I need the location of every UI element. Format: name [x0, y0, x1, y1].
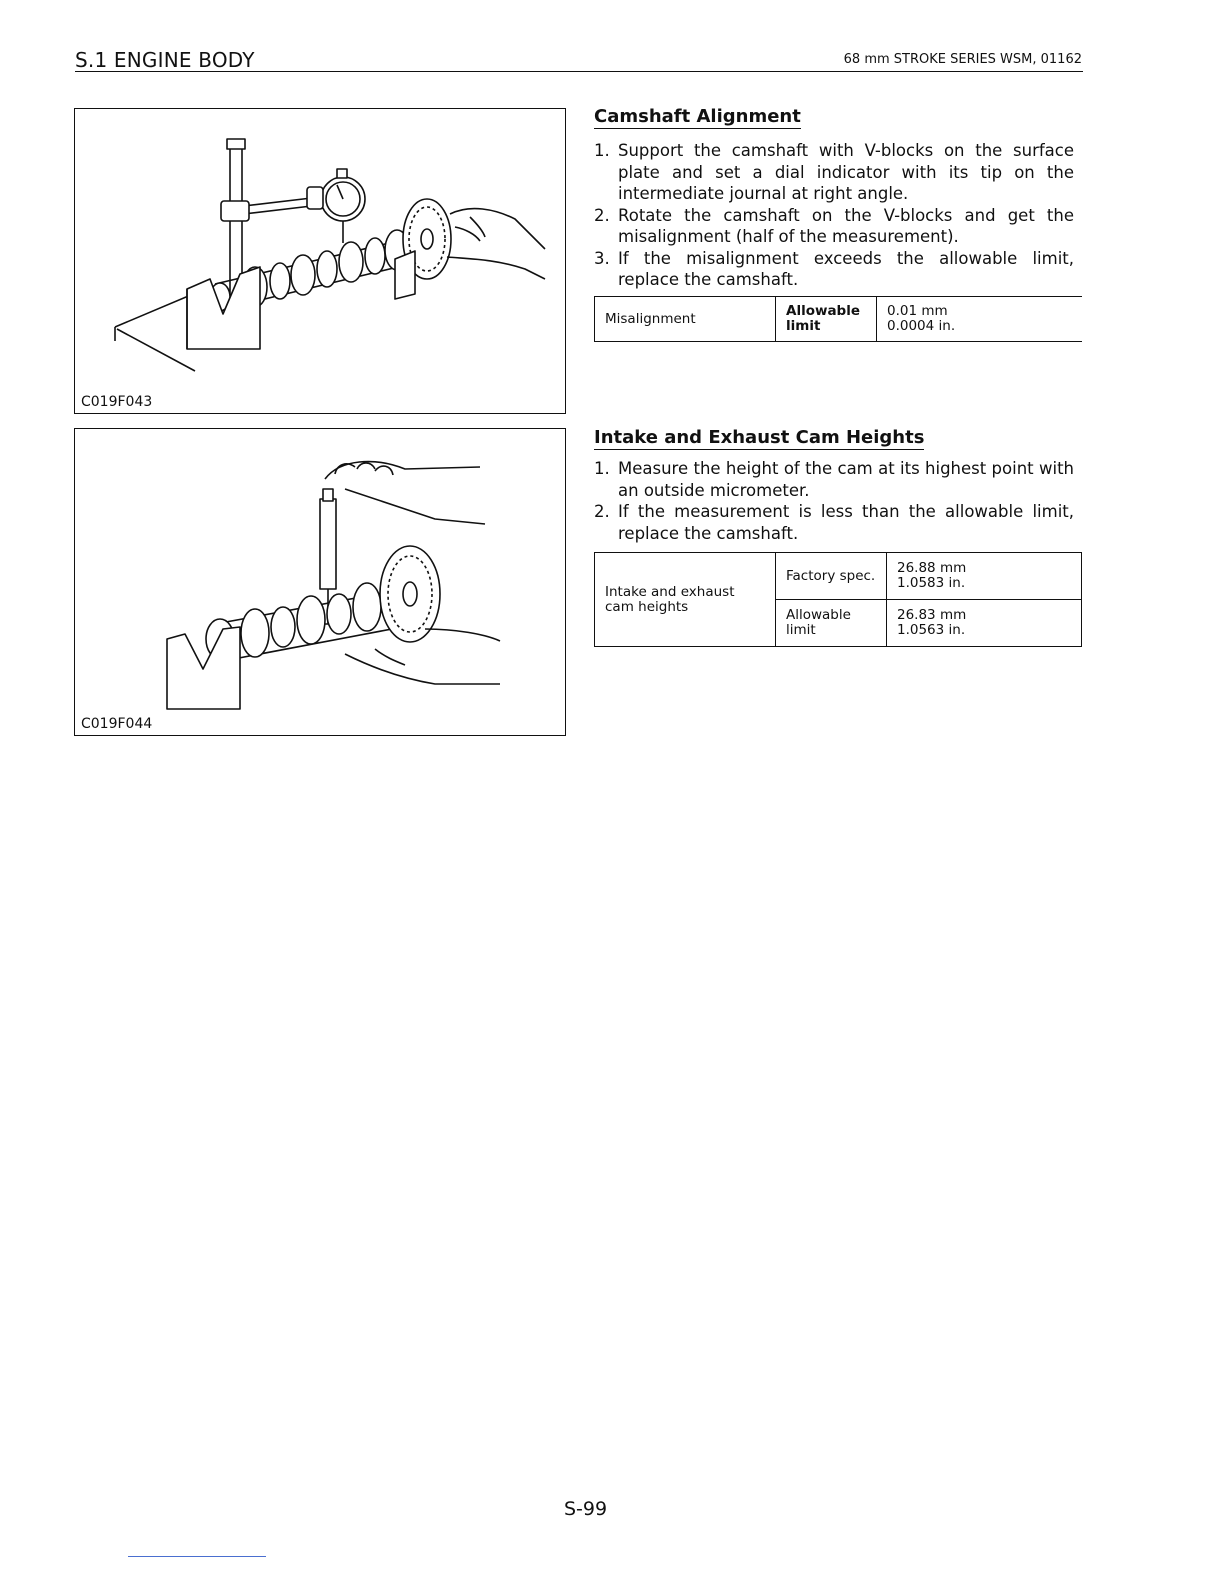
micrometer-cam-illustration	[75, 429, 565, 713]
steps-camshaft-alignment	[594, 140, 1074, 291]
figure-code: C019F044	[81, 716, 153, 732]
spec-row-value: 26.83 mm 1.0563 in.	[887, 600, 1082, 647]
spec-table-cam-heights	[594, 552, 1082, 647]
step-item: 2. If the measurement is less than the allowable limit, replace the camshaft.	[594, 502, 1074, 543]
series-header: 68 mm STROKE SERIES WSM, 01162	[843, 52, 1082, 67]
step-item: 1. Measure the height of the cam at its highest point with an outside micrometer.	[594, 459, 1074, 500]
section-header: S.1 ENGINE BODY	[75, 48, 255, 72]
spec-item-label: Misalignment	[595, 297, 776, 342]
spec-table-misalignment	[594, 296, 1082, 342]
step-item: 2. Rotate the camshaft on the V-blocks and get the misalignment (half of the measurement).	[594, 205, 1074, 246]
footer-underline	[128, 1556, 266, 1557]
spec-item-label: Intake and exhaust cam heights	[595, 553, 776, 647]
figure-camshaft-alignment	[74, 108, 566, 414]
step-item: 1. Support the camshaft with V-blocks on the surface plate and set a dial indicator with its tip on the intermediate journal at right angle.	[594, 141, 1074, 203]
section-title-cam-heights: Intake and Exhaust Cam Heights	[594, 427, 925, 448]
section-title-camshaft-alignment: Camshaft Alignment	[594, 106, 801, 127]
figure-cam-height	[74, 428, 566, 736]
steps-cam-heights	[594, 458, 1074, 544]
spec-row-label: Allowable limit	[776, 297, 877, 342]
spec-row-label: Factory spec.	[776, 553, 887, 600]
camshaft-dial-indicator-illustration	[75, 109, 565, 389]
spec-row-label: Allowable limit	[776, 600, 887, 647]
spec-row-value: 26.88 mm 1.0583 in.	[887, 553, 1082, 600]
step-item: 3. If the misalignment exceeds the allowable limit, replace the camshaft.	[594, 248, 1074, 289]
page-number: S-99	[564, 1498, 608, 1520]
header-rule	[75, 71, 1083, 72]
figure-code: C019F043	[81, 394, 153, 410]
spec-row-value: 0.01 mm 0.0004 in.	[877, 297, 1083, 342]
